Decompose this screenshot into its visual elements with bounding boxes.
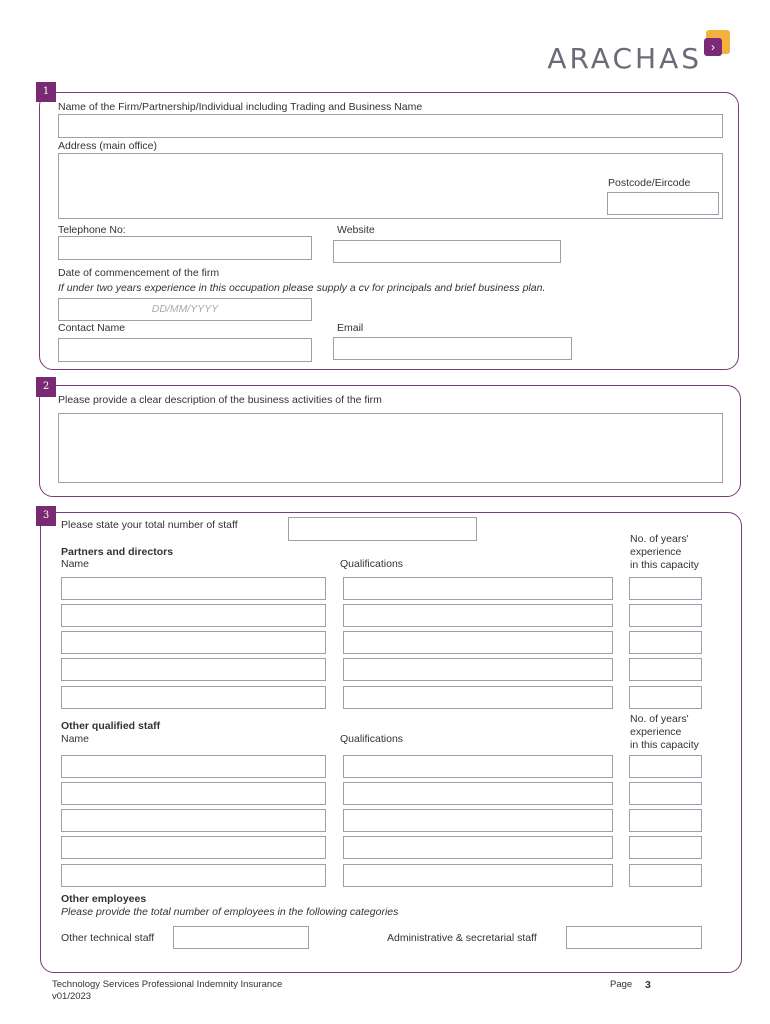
experience-header-2-line-2: experience [630,726,682,738]
staff-1-experience-input[interactable] [629,755,702,778]
partner-1-experience-input[interactable] [629,577,702,600]
staff-4-qualifications-input[interactable] [343,836,613,859]
partner-1-name-input[interactable] [61,577,326,600]
partner-3-experience-input[interactable] [629,631,702,654]
partner-2-name-input[interactable] [61,604,326,627]
staff-4-experience-input[interactable] [629,836,702,859]
contact-name-input[interactable] [58,338,312,362]
partner-4-qualifications-input[interactable] [343,658,613,681]
partner-3-name-input[interactable] [61,631,326,654]
postcode-input[interactable] [607,192,719,215]
other-qualified-heading: Other qualified staff [61,720,161,732]
telephone-label: Telephone No: [58,224,126,236]
staff-3-qualifications-input[interactable] [343,809,613,832]
partners-name-header: Name [61,558,90,570]
telephone-input[interactable] [58,236,312,260]
partner-2-experience-input[interactable] [629,604,702,627]
total-staff-label: Please state your total number of staff [61,519,238,531]
other-qualified-qualifications-header: Qualifications [340,733,404,745]
arachas-logo [510,30,730,80]
partner-5-experience-input[interactable] [629,686,702,709]
staff-2-experience-input[interactable] [629,782,702,805]
other-employees-heading: Other employees [61,893,147,905]
firm-name-input[interactable] [58,114,723,138]
website-input[interactable] [333,240,561,263]
commencement-note: If under two years experience in this occupation please supply a cv for principals and brief business plan. [58,282,546,294]
staff-5-name-input[interactable] [61,864,326,887]
partners-qualifications-header: Qualifications [340,558,404,570]
commencement-label: Date of commencement of the firm [58,267,220,279]
staff-3-experience-input[interactable] [629,809,702,832]
section-3-badge: 3 [36,506,56,526]
partner-5-name-input[interactable] [61,686,326,709]
section-2-badge: 2 [36,377,56,397]
chevron-right-icon: › [704,38,722,56]
total-staff-input[interactable] [288,517,477,541]
experience-header-1-line-1: No. of years' [630,533,689,545]
footer-page-number: 3 [645,979,651,991]
partner-1-qualifications-input[interactable] [343,577,613,600]
staff-5-qualifications-input[interactable] [343,864,613,887]
firm-name-label: Name of the Firm/Partnership/Individual including Trading and Business Name [58,101,423,113]
partner-4-experience-input[interactable] [629,658,702,681]
experience-header-1-line-3: in this capacity [630,559,699,571]
staff-3-name-input[interactable] [61,809,326,832]
experience-header-2-line-3: in this capacity [630,739,699,751]
experience-header-1-line-2: experience [630,546,682,558]
other-employees-note: Please provide the total number of employees in the following categories [61,906,399,918]
footer-page-label: Page [610,979,633,990]
staff-4-name-input[interactable] [61,836,326,859]
admin-staff-label: Administrative & secretarial staff [387,932,537,944]
footer-version: v01/2023 [52,991,92,1002]
logo-wordmark: ARACHAS [547,42,702,75]
website-label: Website [337,224,375,236]
partner-2-qualifications-input[interactable] [343,604,613,627]
email-input[interactable] [333,337,572,360]
other-qualified-name-header: Name [61,733,90,745]
technical-staff-label: Other technical staff [61,932,155,944]
business-description-input[interactable] [58,413,723,483]
staff-2-qualifications-input[interactable] [343,782,613,805]
technical-staff-input[interactable] [173,926,309,949]
postcode-label: Postcode/Eircode [608,177,691,189]
email-label: Email [337,322,364,334]
staff-1-name-input[interactable] [61,755,326,778]
staff-5-experience-input[interactable] [629,864,702,887]
partner-5-qualifications-input[interactable] [343,686,613,709]
partners-heading: Partners and directors [61,546,174,558]
partner-3-qualifications-input[interactable] [343,631,613,654]
staff-1-qualifications-input[interactable] [343,755,613,778]
experience-header-2-line-1: No. of years' [630,713,689,725]
admin-staff-input[interactable] [566,926,702,949]
address-label: Address (main office) [58,140,158,152]
contact-name-label: Contact Name [58,322,126,334]
partner-4-name-input[interactable] [61,658,326,681]
footer-product-name: Technology Services Professional Indemnity Insurance [52,979,283,990]
staff-2-name-input[interactable] [61,782,326,805]
commencement-date-input[interactable]: DD/MM/YYYY [58,298,312,321]
business-description-label: Please provide a clear description of the business activities of the firm [58,394,382,406]
section-1-badge: 1 [36,82,56,102]
